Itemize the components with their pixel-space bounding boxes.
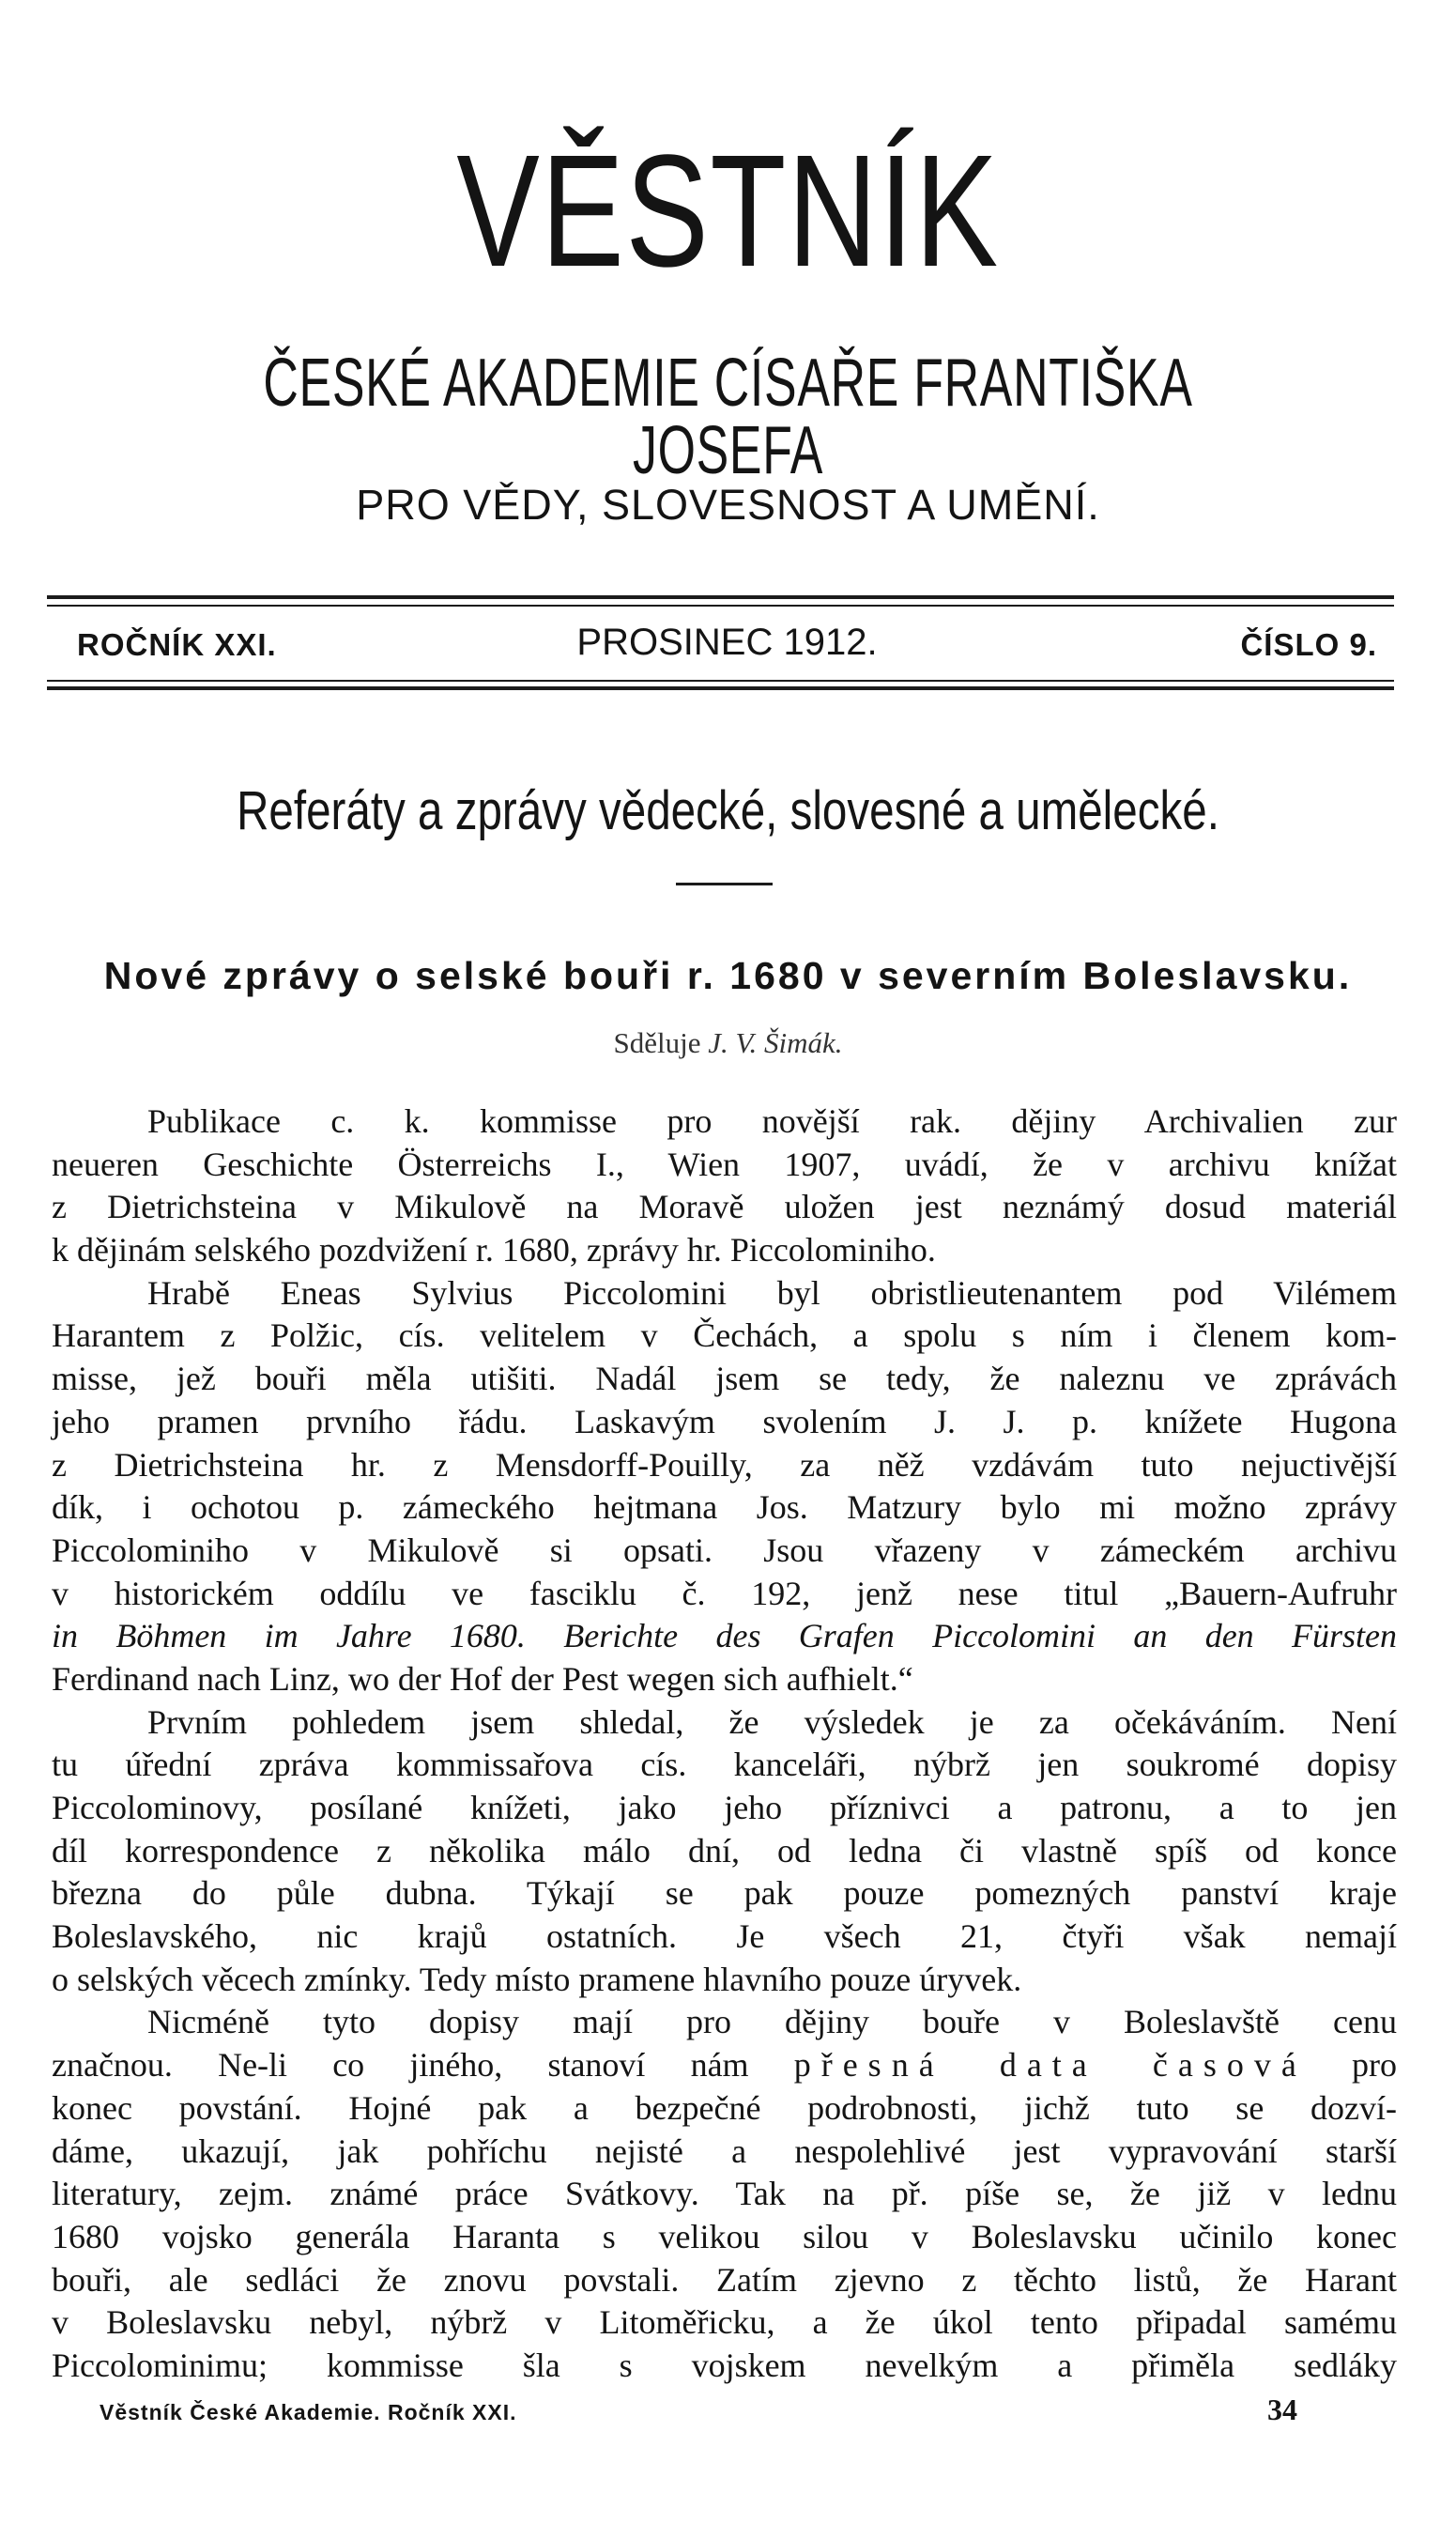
- body-line-segment: značnou. Ne-li co jiného, stanoví nám: [52, 2046, 749, 2085]
- body-line: z Dietrichsteina hr. z Mensdorff-Pouilly, za něž vzdávám tuto nejuctivější: [52, 1445, 1397, 1484]
- body-line: dáme, ukazují, jak pohříchu nejisté a nespolehlivé jest vypravování starší: [52, 2131, 1397, 2170]
- section-heading: Referáty a zprávy vědecké, slovesné a umělecké.: [237, 780, 1219, 841]
- body-line: z Dietrichsteina v Mikulově na Moravě uložen jest neznámý dosud materiál: [52, 1188, 1397, 1226]
- footer-journal-name: Věstník České Akademie. Ročník XXI.: [100, 2400, 517, 2424]
- body-line: tu úřední zpráva kommissařova cís. kanceláři, nýbrž jen soukromé dopisy: [52, 1746, 1397, 1784]
- journal-subtitle: ČESKÉ AKADEMIE CÍSAŘE FRANTIŠKA JOSEFA: [263, 346, 1193, 488]
- journal-title: VĚSTNÍK: [456, 122, 1000, 300]
- body-line: literatury, zejm. známé práce Svátkovy. Tak na př. píše se, že již v lednu: [52, 2175, 1397, 2213]
- body-line: k dějinám selského pozdvižení r. 1680, zprávy hr. Piccolominiho.: [52, 1231, 936, 1270]
- body-line: konec povstání. Hojné pak a bezpečné podrobnosti, jichž tuto se dozví-: [52, 2088, 1397, 2127]
- page-number: 34: [1267, 2393, 1297, 2426]
- body-line: v Boleslavsku nebyl, nýbrž v Litoměřicku, a že úkol tento připadal samému: [52, 2303, 1397, 2342]
- article-body: [52, 1100, 1397, 2388]
- spaced-emphasis: přesná data časová: [793, 2046, 1307, 2085]
- issue-date: PROSINEC 1912.: [576, 622, 878, 663]
- body-line: března do půle dubna. Týkají se pak pouze pomezných panství kraje: [52, 1874, 1397, 1913]
- issue-number: ČÍSLO 9.: [1240, 627, 1377, 662]
- body-line: Nicméně tyto dopisy mají pro dějiny bouře v Boleslavště cenu: [147, 2003, 1397, 2041]
- body-line: Piccolominovy, posílané knížeti, jako jeho příznivci a patronu, a to jen: [52, 1789, 1397, 1826]
- article-title: Nové zprávy o selské bouři r. 1680 v severním Boleslavsku.: [103, 954, 1353, 997]
- body-line-segment: pro: [1352, 2046, 1398, 2085]
- volume-label: ROČNÍK XXI.: [77, 627, 277, 662]
- body-line: Ferdinand nach Linz, wo der Hof der Pest wegen sich aufhielt.“: [52, 1659, 913, 1698]
- body-line: Publikace c. k. kommisse pro novější rak. dějiny Archivalien zur: [147, 1102, 1397, 1140]
- section-divider: [676, 883, 773, 885]
- byline-author: J. V. Šimák.: [708, 1026, 843, 1059]
- body-line: jeho pramen prvního řádu. Laskavým svolením J. J. p. knížete Hugona: [52, 1402, 1397, 1440]
- body-line: Hrabě Eneas Sylvius Piccolomini byl obristlieutenantem pod Vilémem: [147, 1273, 1397, 1312]
- article-byline: [0, 1026, 1456, 1060]
- body-line: o selských věcech zmínky. Tedy místo pramene hlavního pouze úryvek.: [52, 1960, 1022, 1998]
- body-line: 1680 vojsko generála Haranta s velikou silou v Boleslavsku učinilo konec: [52, 2217, 1397, 2255]
- header-rule-top-thick: [47, 595, 1394, 599]
- body-line: Piccolominimu; kommisse šla s vojskem nevelkým a přiměla sedláky: [52, 2346, 1397, 2384]
- body-line-spaced: [52, 2044, 1397, 2087]
- body-line: v historickém oddílu ve fasciklu č. 192, jenž nese titul „Bauern-Aufruhr: [52, 1574, 1397, 1612]
- body-line: dík, i ochotou p. zámeckého hejtmana Jos. Matzury bylo mi možno zprávy: [52, 1488, 1397, 1527]
- body-line: in Böhmen im Jahre 1680. Berichte des Grafen Piccolomini an den Fürsten: [52, 1617, 1397, 1655]
- body-line: Piccolominiho v Mikulově si opsati. Jsou vřazeny v zámeckém archivu: [52, 1531, 1397, 1569]
- body-line: Harantem z Polžic, cís. velitelem v Čechách, a spolu s ním i členem kom-: [52, 1316, 1397, 1355]
- body-line: misse, jež bouři měla utišiti. Nadál jsem se tedy, že naleznu ve zprávách: [52, 1360, 1397, 1398]
- body-line: díl korrespondence z několika málo dní, od ledna či vlastně spíš od konce: [52, 1831, 1397, 1870]
- body-line: Prvním pohledem jsem shledal, že výsledek je za očekáváním. Není: [147, 1702, 1397, 1741]
- header-rule-bottom-thin: [47, 680, 1394, 682]
- journal-subtitle-secondary: PRO VĚDY, SLOVESNOST A UMĚNÍ.: [356, 481, 1100, 529]
- header-rule-bottom-thick: [47, 686, 1394, 690]
- body-line: Boleslavského, nic krajů ostatních. Je všech 21, čtyři však nemají: [52, 1917, 1397, 1956]
- body-line: bouři, ale sedláci že znovu povstali. Zatím zjevno z těchto listů, že Harant: [52, 2260, 1397, 2299]
- body-line: neueren Geschichte Österreichs I., Wien 1907, uvádí, že v archivu knížat: [52, 1145, 1397, 1183]
- issue-info-bar: [77, 622, 1377, 669]
- byline-prefix: Sděluje: [613, 1026, 701, 1059]
- header-rule-top-thin: [47, 605, 1394, 607]
